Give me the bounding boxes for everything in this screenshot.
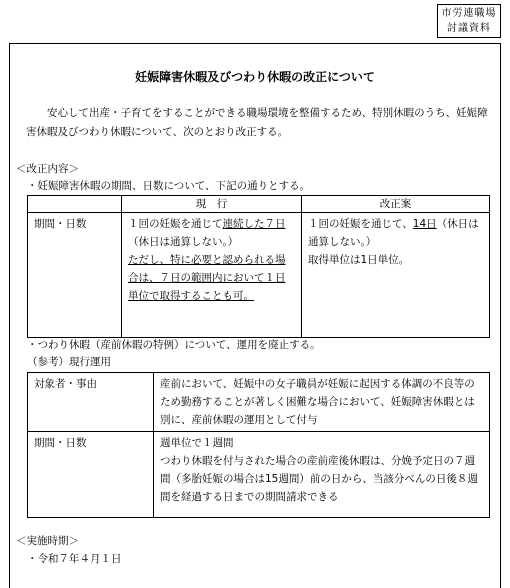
document-frame — [9, 43, 501, 588]
table1-proposed-c: （休日は通算しない。） — [308, 218, 479, 248]
table1-current-b: 連続した７日 — [222, 218, 286, 230]
table1-current-cell — [122, 213, 302, 338]
item-morning-sickness-leave: ・つわり休暇（産前休暇の特例）について、運用を廃止する。 — [27, 339, 321, 351]
table1-header-blank — [28, 196, 122, 213]
table2-row2-line2: つわり休暇を付与された場合の産前産後休暇は、分娩予定日の７週間（多胎妊娠の場合は15週間）前の日から、当該分べんの日後８週間を経過する日までの期間請求できる — [160, 455, 478, 503]
table2-row2-label: 期間・日数 — [28, 432, 154, 518]
current-operation-table — [27, 372, 490, 518]
table1-header-current: 現 行 — [122, 196, 302, 213]
section-date-heading: ＜実施時期＞ — [16, 535, 79, 547]
reference-label: （参考）現行運用 — [27, 356, 111, 368]
stamp-line-1: 市労連職場 — [441, 8, 497, 19]
table1-proposed-a: １回の妊娠を通じて、 — [308, 218, 413, 230]
table1-proposed-d: 取得単位は1日単位。 — [308, 254, 410, 266]
table2-row2-line1: 週単位で１週間 — [160, 437, 234, 449]
effective-date: ・令和７年４月１日 — [27, 553, 122, 565]
table2-row1-text: 産前において、妊娠中の女子職員が妊娠に起因する体調の不良等のため勤務することが著しく困難な場合において、妊娠障害休暇とは別に、産前休暇の運用として付与 — [154, 373, 490, 432]
stamp-line-2: 討議資料 — [447, 23, 491, 34]
table1-proposed-cell — [302, 213, 490, 338]
intro-paragraph: 安心して出産・子育てをすることができる職場環境を整備するため、特別休暇のうち、妊娠障害休暇及びつわり休暇について、次のとおり改正する。 — [26, 107, 488, 138]
table1-current-c: （休日は通算しない。） — [128, 236, 239, 248]
document-title: 妊娠障害休暇及びつわり休暇の改正について — [135, 70, 375, 84]
pregnancy-leave-table — [27, 195, 490, 338]
table1-current-d: ただし、特に必要と認められる場合は、７日の範囲内において１日単位で取得することも可。 — [128, 254, 286, 302]
item-pregnancy-leave: ・妊娠障害休暇の期間、日数について、下記の通りとする。 — [27, 180, 311, 192]
section-changes-heading: ＜改正内容＞ — [16, 163, 79, 175]
table2-row2-cell — [154, 432, 490, 518]
table1-proposed-b: 14日 — [412, 218, 437, 230]
table1-row-label: 期間・日数 — [28, 213, 122, 338]
table1-header-proposed: 改正案 — [302, 196, 490, 213]
table2-row1-label: 対象者・事由 — [28, 373, 154, 432]
table1-current-a: １回の妊娠を通じて — [128, 218, 223, 230]
document-stamp — [437, 4, 501, 38]
